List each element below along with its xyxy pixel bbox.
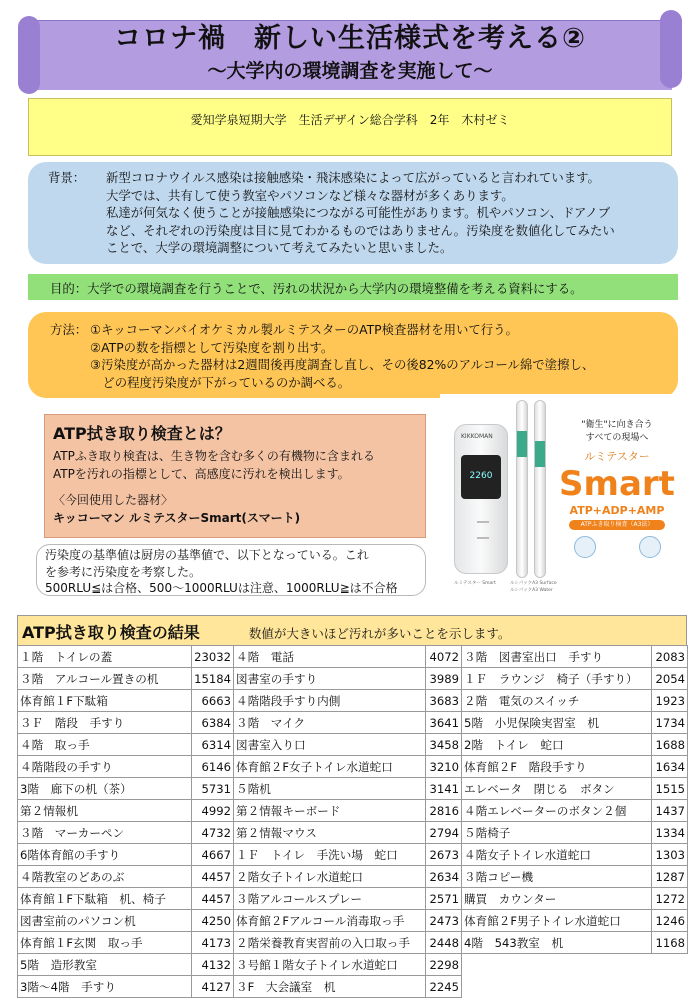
table-row: [18, 976, 688, 998]
rlu-value-cell: 3458: [426, 734, 462, 756]
location-cell: 5階 造形教室: [18, 954, 192, 976]
rlu-value-cell: 1303: [652, 844, 688, 866]
rlu-value-cell: 4992: [192, 800, 234, 822]
device-button-icon: [477, 521, 489, 527]
table-row: [18, 690, 688, 712]
table-row: [18, 778, 688, 800]
rlu-value-cell: 3683: [426, 690, 462, 712]
rlu-value-cell: 3641: [426, 712, 462, 734]
table-row: [18, 800, 688, 822]
table-row: [18, 756, 688, 778]
location-cell: [462, 976, 652, 998]
location-cell: ３階 マーカーペン: [18, 822, 192, 844]
location-cell: ３階 図書室出口 手すり: [462, 646, 652, 668]
location-cell: 第２情報机: [18, 800, 192, 822]
background-text: [106, 169, 664, 257]
background-label: 背景：: [48, 170, 86, 185]
criteria-line: 汚染度の基準値は厨房の基準値で、以下となっている。これ: [45, 548, 369, 562]
location-cell: ３階コピー機: [462, 866, 652, 888]
purpose-section: 目的：大学での環境調査を行うことで、汚れの状況から大学内の環境整備を考える資料にする。: [28, 274, 678, 300]
location-cell: 2階 トイレ 蛇口: [462, 734, 652, 756]
atp-text: ATPふき取り検査は、生き物を含む多くの有機物に含まれる: [53, 449, 375, 463]
table-row: [18, 646, 688, 668]
location-cell: 6階体育館の手すり: [18, 844, 192, 866]
method-line: ①キッコーマンバイオケミカル製ルミテスターのATP検査器材を用いて行う。: [90, 322, 518, 337]
location-cell: 体育館１F下駄箱: [18, 690, 192, 712]
table-row: [18, 954, 688, 976]
rlu-value-cell: 4732: [192, 822, 234, 844]
location-cell: ４階 取っ手: [18, 734, 192, 756]
rlu-value-cell: 1734: [652, 712, 688, 734]
rlu-value-cell: 3989: [426, 668, 462, 690]
location-cell: ２階女子トイレ水道蛇口: [234, 866, 426, 888]
table-row: [18, 888, 688, 910]
affiliation-box: 愛知学泉短期大学 生活デザイン総合学科 2年 木村ゼミ: [28, 98, 672, 156]
table-row: [18, 822, 688, 844]
location-cell: 図書室前のパソコン机: [18, 910, 192, 932]
feature-circle-icon: [639, 536, 661, 558]
rlu-value-cell: 4132: [192, 954, 234, 976]
location-cell: ３階 アルコール置きの机: [18, 668, 192, 690]
box-tagline: "衛生"に向き合う: [581, 420, 653, 430]
rlu-value-cell: [652, 954, 688, 976]
location-cell: 体育館２Fアルコール消毒取っ手: [234, 910, 426, 932]
image-caption: ルシパックA3 Water: [510, 588, 553, 593]
location-cell: 3階～4階 手すり: [18, 976, 192, 998]
location-cell: 体育館２F女子トイレ水道蛇口: [234, 756, 426, 778]
location-cell: 体育館２F 階段手すり: [462, 756, 652, 778]
table-row: [18, 668, 688, 690]
rlu-value-cell: 1923: [652, 690, 688, 712]
rlu-value-cell: 4127: [192, 976, 234, 998]
page-title: コロナ禍 新しい生活様式を考える②: [114, 23, 586, 54]
table-row: [18, 734, 688, 756]
atp-text: ATPを汚れの指標として、高感度に汚れを検出します。: [53, 467, 350, 481]
rlu-value-cell: 2054: [652, 668, 688, 690]
results-description: 数値が大きいほど汚れが多いことを示します。: [248, 626, 511, 641]
rlu-value-cell: 2083: [652, 646, 688, 668]
rlu-value-cell: 1272: [652, 888, 688, 910]
method-line: どの程度汚染度が下がっているのか調べる。: [90, 374, 351, 390]
location-cell: ２階栄養教育実習前の入口取っ手: [234, 932, 426, 954]
rlu-value-cell: 6663: [192, 690, 234, 712]
background-line: 私達が何気なく使うことが接触感染につながる可能性があります。机やパソコン、ドアノブ: [106, 205, 611, 220]
location-cell: 図書室入り口: [234, 734, 426, 756]
criteria-line: を参考に汚染度を考察した。: [45, 564, 202, 579]
location-cell: 第２情報マウス: [234, 822, 426, 844]
rlu-value-cell: 2448: [426, 932, 462, 954]
box-pill: ATPふき取り検査（A3法）: [569, 520, 665, 530]
product-image: [440, 394, 690, 599]
rlu-value-cell: 3210: [426, 756, 462, 778]
method-line: ②ATPの数を指標として汚染度を割り出す。: [90, 339, 334, 355]
location-cell: ５階机: [234, 778, 426, 800]
device-screen: 2260: [461, 455, 501, 499]
box-brand: Smart: [559, 464, 675, 504]
location-cell: [462, 954, 652, 976]
box-atp: ATP+ADP+AMP: [569, 504, 665, 517]
rlu-value-cell: 6314: [192, 734, 234, 756]
location-cell: ４階階段手すり内側: [234, 690, 426, 712]
lumitester-device-image: [454, 424, 508, 574]
product-box-image: [552, 418, 682, 586]
location-cell: 第２情報キーボード: [234, 800, 426, 822]
results-header: [17, 615, 687, 645]
test-swab-image: [534, 400, 546, 578]
device-brand: KIKKOMAN: [461, 433, 493, 440]
rlu-value-cell: 2245: [426, 976, 462, 998]
location-cell: ４階 電話: [234, 646, 426, 668]
feature-circle-icon: [574, 536, 596, 558]
criteria-note: [36, 544, 426, 596]
box-brand-ruby: ルミテスター: [584, 450, 650, 463]
rlu-value-cell: 2571: [426, 888, 462, 910]
rlu-value-cell: 5731: [192, 778, 234, 800]
test-swab-image: [516, 400, 528, 578]
location-cell: ３階アルコールスプレー: [234, 888, 426, 910]
rlu-value-cell: 23032: [192, 646, 234, 668]
rlu-value-cell: 3141: [426, 778, 462, 800]
location-cell: 体育館１F下駄箱 机、椅子: [18, 888, 192, 910]
rlu-value-cell: 4667: [192, 844, 234, 866]
location-cell: 体育館２F男子トイレ水道蛇口: [462, 910, 652, 932]
rlu-value-cell: 4457: [192, 888, 234, 910]
location-cell: 図書室の手すり: [234, 668, 426, 690]
table-row: [18, 932, 688, 954]
method-section: [28, 312, 678, 398]
background-line: ことで、大学の環境調整について考えてみたいと思いました。: [106, 240, 453, 255]
rlu-value-cell: 1287: [652, 866, 688, 888]
table-row: [18, 712, 688, 734]
location-cell: ３号館１階女子トイレ水道蛇口: [234, 954, 426, 976]
rlu-value-cell: 2473: [426, 910, 462, 932]
page-subtitle: ～大学内の環境調査を実施して～: [207, 60, 493, 82]
location-cell: ４階階段の手すり: [18, 756, 192, 778]
location-cell: １Ｆ ラウンジ 椅子（手すり）: [462, 668, 652, 690]
background-line: 大学では、共有して使う教室やパソコンなど様々な器材が多くあります。: [106, 187, 514, 203]
location-cell: ２階 電気のスイッチ: [462, 690, 652, 712]
rlu-value-cell: 1168: [652, 932, 688, 954]
box-tagline: すべての現場へ: [585, 433, 649, 443]
rlu-value-cell: 1634: [652, 756, 688, 778]
rlu-value-cell: 15184: [192, 668, 234, 690]
rlu-value-cell: 4072: [426, 646, 462, 668]
rlu-value-cell: 6384: [192, 712, 234, 734]
rlu-value-cell: 1688: [652, 734, 688, 756]
rlu-value-cell: 6146: [192, 756, 234, 778]
rlu-value-cell: 1437: [652, 800, 688, 822]
image-caption: ルシパックA3 Surface: [510, 581, 557, 586]
device-label: 〈今回使用した器材〉: [53, 493, 174, 507]
image-caption: ルミテスター Smart: [454, 581, 496, 586]
device-name: キッコーマン ルミテスターSmart(スマート): [53, 511, 301, 525]
results-table: [17, 645, 688, 998]
rlu-value-cell: 1334: [652, 822, 688, 844]
rlu-value-cell: 2673: [426, 844, 462, 866]
location-cell: 4階 543教室 机: [462, 932, 652, 954]
location-cell: １Ｆ トイレ 手洗い場 蛇口: [234, 844, 426, 866]
rlu-value-cell: 1246: [652, 910, 688, 932]
results-title: ATP拭き取り検査の結果: [22, 623, 200, 642]
box-feature-icons: [552, 536, 682, 558]
rlu-value-cell: 4250: [192, 910, 234, 932]
location-cell: ３階 マイク: [234, 712, 426, 734]
rlu-value-cell: 2816: [426, 800, 462, 822]
background-line: 新型コロナウイルス感染は接触感染・飛沫感染によって広がっていると言われています。: [106, 170, 600, 185]
rlu-value-cell: 4173: [192, 932, 234, 954]
rlu-value-cell: 2298: [426, 954, 462, 976]
location-cell: ３F 大会議室 机: [234, 976, 426, 998]
location-cell: 5階 小児保険実習室 机: [462, 712, 652, 734]
method-line: ③汚染度が高かった器材は2週間後再度調査し直し、その後82%のアルコール綿で塗擦し、: [90, 357, 595, 372]
method-text: [90, 321, 664, 391]
location-cell: 3階 廊下の机（茶）: [18, 778, 192, 800]
location-cell: ４階エレベーターのボタン２個: [462, 800, 652, 822]
rlu-value-cell: 1515: [652, 778, 688, 800]
rlu-value-cell: 2794: [426, 822, 462, 844]
method-label: 方法：: [50, 322, 88, 337]
rlu-value-cell: 4457: [192, 866, 234, 888]
rlu-value-cell: 2634: [426, 866, 462, 888]
rlu-value-cell: [652, 976, 688, 998]
table-row: [18, 866, 688, 888]
table-row: [18, 844, 688, 866]
location-cell: 体育館１F玄関 取っ手: [18, 932, 192, 954]
location-cell: １階 トイレの蓋: [18, 646, 192, 668]
device-button-icon: [477, 537, 489, 543]
results-section: [17, 615, 687, 998]
criteria-line: 500RLU≦は合格、500～1000RLUは注意、1000RLU≧は不合格: [45, 581, 398, 595]
location-cell: 購買 カウンター: [462, 888, 652, 910]
location-cell: ３Ｆ 階段 手すり: [18, 712, 192, 734]
location-cell: ４階女子トイレ水道蛇口: [462, 844, 652, 866]
atp-heading: ATP拭き取り検査とは？: [53, 424, 231, 443]
background-section: [28, 162, 678, 264]
atp-explanation-box: [44, 414, 426, 538]
location-cell: ５階椅子: [462, 822, 652, 844]
table-row: [18, 910, 688, 932]
location-cell: エレベータ 閉じる ボタン: [462, 778, 652, 800]
location-cell: ４階教室のどあのぶ: [18, 866, 192, 888]
background-line: など、それぞれの汚染度は目に見てわかるものではありません。汚染度を数値化してみたい: [106, 222, 615, 238]
